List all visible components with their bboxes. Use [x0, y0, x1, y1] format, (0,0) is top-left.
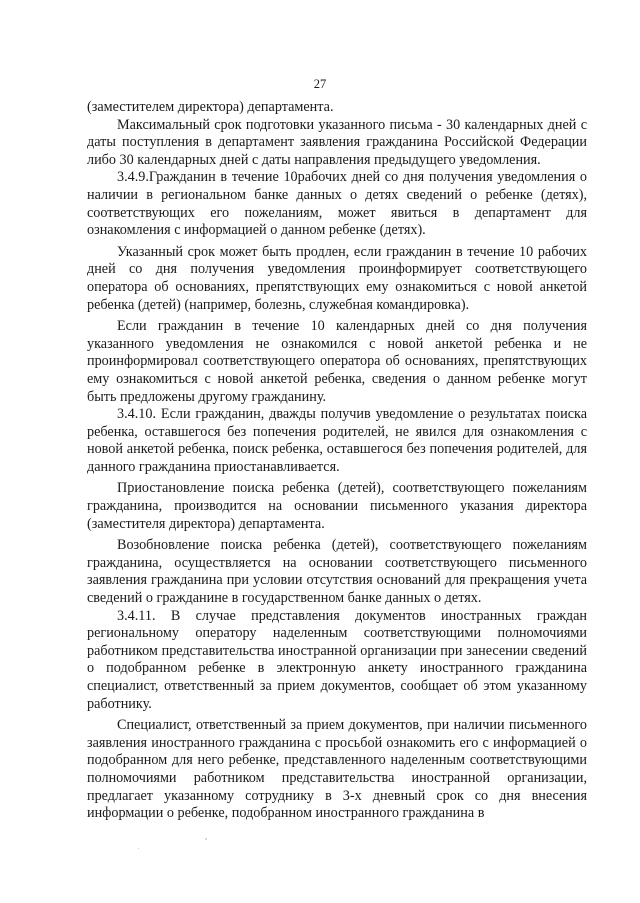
scan-speck — [205, 838, 207, 840]
paragraph: 3.4.10. Если гражданин, дважды получив уведомление о результатах поиска ребенка, оставшегося без попечения родителей, не явился для ознакомления с новой анкетой ребенка, поиск ребенка, оставшегося без попечения родителей, для данного гражданина приостанавливается. — [87, 406, 587, 475]
paragraph: Возобновление поиска ребенка (детей), соответствующего пожеланиям гражданина, осуществляется на основании соответствующего письменного заявления гражданина при условии отсутствия оснований для прекращения учета сведений о гражданине в государственном банке данных о детях. — [87, 537, 587, 607]
paragraph: Указанный срок может быть продлен, если гражданин в течение 10 рабочих дней со дня получения уведомления проинформирует соответствующего оператора об основаниях, препятствующих ему ознакомиться с новой анкетой ребенка (детей) (например, болезнь, служебная командировка). — [87, 243, 587, 313]
paragraph: 3.4.9.Гражданин в течение 10рабочих дней со дня получения уведомления о наличии в региональном банке данных о детях сведений о ребенке (детях), соответствующих его пожеланиям, может явиться в департамент для ознакомления с информацией о данном ребенке (детях). — [87, 169, 587, 239]
paragraph: Максимальный срок подготовки указанного письма - 30 календарных дней с даты поступления в департамент заявления гражданина Российской Федерации либо 30 календарных дней с даты направления предыдущего уведомления. — [87, 116, 587, 168]
scan-speck — [138, 848, 139, 849]
paragraph: Специалист, ответственный за прием документов, при наличии письменного заявления иностранного гражданина с просьбой ознакомить его с информацией о подобранном для него ребенке, представленного наделенным соответствующими полномочиями работником представительства иностранной организации, предлагает указанному сотруднику в 3-х дневный срок со дня внесения информации о ребенке, подобранном иностранного гражданина в — [87, 717, 587, 822]
paragraph: Если гражданин в течение 10 календарных дней со дня получения указанного уведомления не ознакомился с новой анкетой ребенка и не проинформировал соответствующего оператора об основаниях, препятствующих ему ознакомиться с новой анкетой ребенка, сведения о данном ребенке могут быть предложены другому гражданину. — [87, 318, 587, 405]
page-number: 27 — [313, 77, 327, 91]
paragraph: 3.4.11. В случае представления документов иностранных граждан региональному оператору наделенным соответствующими полномочиями работником представительства иностранной организации при занесении сведений о подобранном ребенке в электронную анкету иностранного гражданина специалист, ответственный за прием документов, сообщает об этом указанному работнику. — [87, 607, 587, 712]
document-body — [87, 99, 587, 823]
paragraph: (заместителем директора) департамента. — [87, 99, 334, 115]
paragraph: Приостановление поиска ребенка (детей), соответствующего пожеланиям гражданина, производится на основании письменного указания директора (заместителя директора) департамента. — [87, 480, 587, 532]
